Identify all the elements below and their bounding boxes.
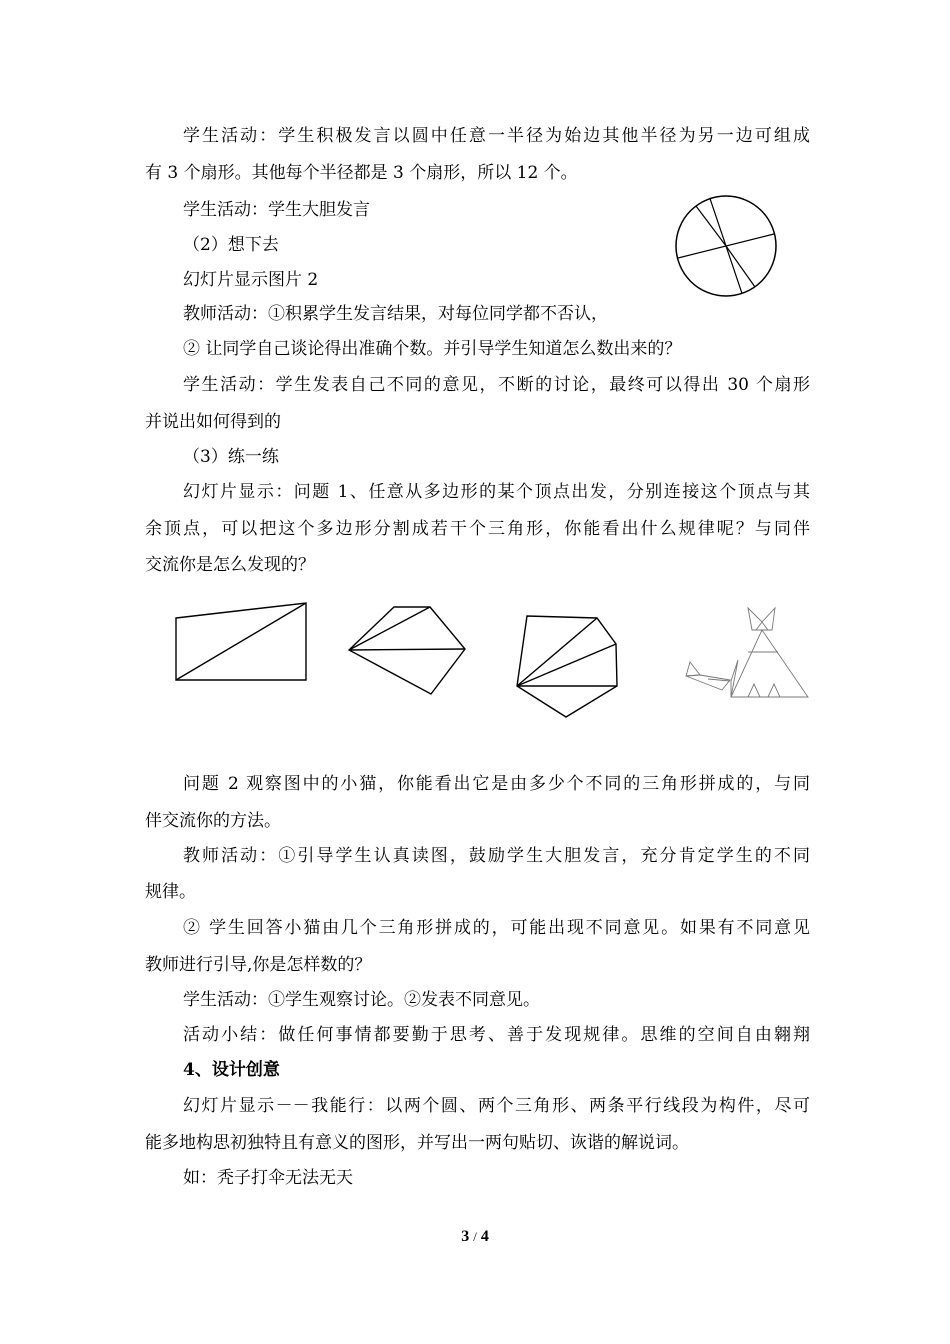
page-number [0,1228,950,1246]
page-current: 3 [461,1228,470,1245]
paragraph-line: 规律。 [145,882,196,902]
quadrilateral-figure [176,603,306,680]
paragraph-line: ② 学生回答小猫由几个三角形拼成的，可能出现不同意见。如果有不同意见 [183,918,810,938]
paragraph-line: 幻灯片显示－－我能行：以两个圆、两个三角形、两条平行线段为构件，尽可 [183,1096,810,1116]
paragraph-line: 并说出如何得到的 [145,412,281,432]
paragraph-line: 交流你是怎么发现的？ [145,555,315,575]
paragraph-line: 能多地构思初独特且有意义的图形，并写出一两句贴切、诙谐的解说词。 [145,1133,689,1153]
paragraph-line: ② 让同学自己谈论得出准确个数。并引导学生知道怎么数出来的？ [183,339,682,359]
paragraph-line: 教师活动：①引导学生认真读图，鼓励学生大胆发言，充分肯定学生的不同 [183,846,810,866]
paragraph-line: （2）想下去 [183,235,279,255]
paragraph-line: 学生活动：学生积极发言以圆中任意一半径为始边其他半径为另一边可组成 [183,126,810,146]
paragraph-line: 余顶点，可以把这个多边形分割成若干个三角形，你能看出什么规律呢？与同伴 [145,519,810,539]
hexagon-figure [517,616,617,717]
polygon-figures [170,598,815,723]
paragraph-line: 幻灯片显示图片 2 [183,270,319,290]
paragraph-line: 有 3 个扇形。其他每个半径都是 3 个扇形，所以 12 个。 [145,163,578,183]
cat-figure [686,608,808,697]
paragraph-line: 学生活动：学生发表自己不同的意见，不断的讨论，最终可以得出 30 个扇形 [183,375,810,395]
paragraph-line: 学生活动：学生大胆发言 [183,200,370,220]
paragraph-line: 幻灯片显示：问题 1、任意从多边形的某个顶点出发，分别连接这个顶点与其 [183,482,810,502]
paragraph-line: （3）练一练 [183,447,279,467]
paragraph-line: 伴交流你的方法。 [145,811,281,831]
pentagon-figure [349,607,465,694]
section-heading: 4、设计创意 [183,1060,280,1080]
paragraph-line: 活动小结：做任何事情都要勤于思考、善于发现规律。思维的空间自由翱翔 [183,1025,810,1045]
paragraph-line: 教师进行引导,你是怎样数的？ [145,955,372,975]
circle-figure [672,192,780,300]
paragraph-line: 如：秃子打伞无法无天 [183,1168,353,1188]
page-total: 4 [480,1228,489,1245]
paragraph-line: 学生活动：①学生观察讨论。②发表不同意见。 [183,990,540,1010]
page-separator: / [473,1229,477,1244]
paragraph-line: 教师活动：①积累学生发言结果，对每位同学都不否认， [183,304,608,324]
paragraph-line: 问题 2 观察图中的小猫，你能看出它是由多少个不同的三角形拼成的，与同 [183,774,810,794]
